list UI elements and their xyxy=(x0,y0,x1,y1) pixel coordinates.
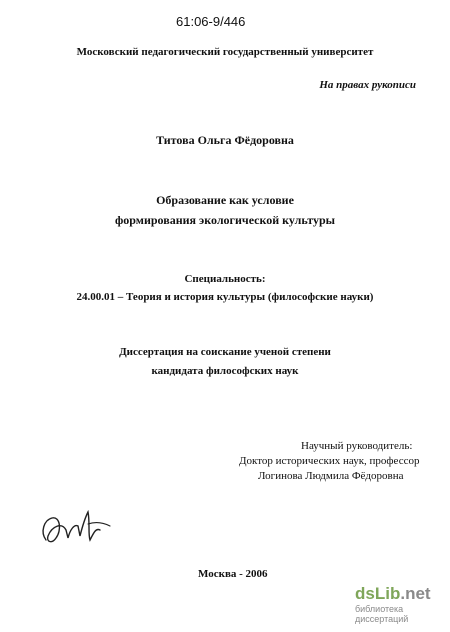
watermark xyxy=(355,584,447,624)
watermark-logo xyxy=(355,584,447,604)
title-line-1: Образование как условие xyxy=(156,193,294,207)
dissertation-line-2: кандидата философских наук xyxy=(151,365,299,377)
title-line-2: формирования экологической культуры xyxy=(114,213,336,227)
advisor-name: Логинова Людмила Фёдоровна xyxy=(258,470,404,482)
call-number: 61:06-9/446 xyxy=(176,14,246,29)
signature-mark xyxy=(38,502,118,552)
watermark-caption: библиотека диссертаций xyxy=(355,604,409,624)
university-name: Московский педагогический государственный университет xyxy=(76,46,374,58)
specialty-value: 24.00.01 – Теория и история культуры (философские науки) xyxy=(76,291,374,303)
advisor-label: Научный руководитель: xyxy=(301,440,413,452)
manuscript-note: На правах рукописи xyxy=(319,79,416,91)
watermark-logo-suffix: .net xyxy=(400,584,431,603)
author-name: Титова Ольга Фёдоровна xyxy=(156,133,294,147)
watermark-logo-main: dsLib xyxy=(355,584,401,603)
city-year: Москва - 2006 xyxy=(198,568,268,580)
dissertation-line-1: Диссертация на соискание ученой степени xyxy=(119,346,331,358)
specialty-label: Специальность: xyxy=(184,273,266,285)
advisor-degree: Доктор исторических наук, профессор xyxy=(239,455,420,467)
